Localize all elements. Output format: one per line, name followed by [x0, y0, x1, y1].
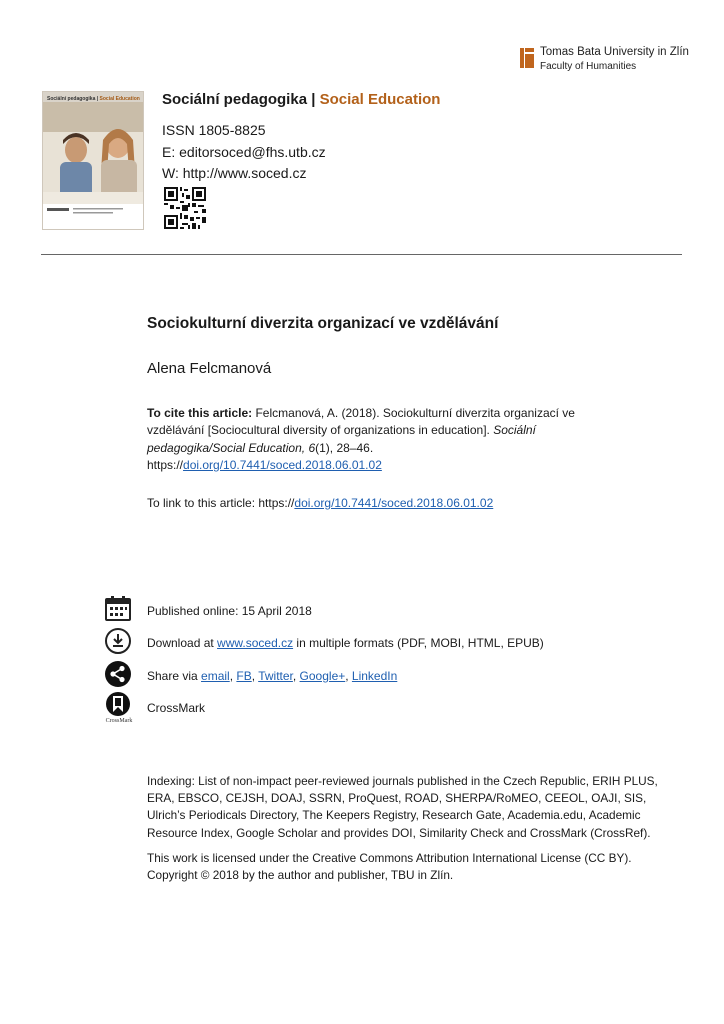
- share-link-googleplus[interactable]: Google+: [299, 669, 346, 683]
- indexing-paragraph: Indexing: List of non-impact peer-reviewed journals published in the Czech Republic, ERIH PLUS, ERA, EBSCO, CEJSH, DOAJ, SSRN, ProQuest, ROAD, SHERPA/RoMEO, CEEOL, OAJI, SIS, Ulrich’s Periodicals Directory, The Keepers Registry, Research Gate, Academia.edu, Academic Resource Index, Google Scholar and provides DOI, Similarity Check and CrossMark (CrossRef).: [147, 774, 658, 840]
- citation-label: To cite this article:: [147, 406, 253, 420]
- download-suffix: in multiple formats (PDF, MOBI, HTML, EPUB): [293, 636, 544, 650]
- share-prefix: Share via: [147, 669, 202, 683]
- download-prefix: Download at: [147, 636, 218, 650]
- journal-issn: ISSN 1805-8825: [162, 122, 266, 138]
- share-link-fb[interactable]: FB: [236, 669, 252, 683]
- article-author: Alena Felcmanová: [147, 360, 272, 377]
- crossmark-icon: [104, 690, 132, 718]
- university-name: Tomas Bata University in Zlín: [540, 46, 689, 58]
- download-icon: [104, 627, 132, 655]
- journal-name-separator: |: [307, 91, 320, 108]
- university-logo-icon: [520, 48, 534, 68]
- share-row: Share via email, FB, Twitter, Google+, LinkedIn: [147, 669, 398, 683]
- cover-title: Sociální pedagogika | Social Education: [47, 96, 140, 102]
- journal-name-en: Social Education: [319, 91, 441, 108]
- download-row: [147, 636, 544, 650]
- citation-block: [147, 405, 617, 474]
- journal-name: [162, 91, 440, 108]
- citation-doi-link[interactable]: doi.org/10.7441/soced.2018.06.01.02: [183, 457, 382, 472]
- article-doi-link[interactable]: doi.org/10.7441/soced.2018.06.01.02: [294, 496, 494, 510]
- citation-journal: Sociální pedagogika/Social Education, 6: [147, 423, 536, 455]
- faculty-name: Faculty of Humanities: [540, 61, 637, 72]
- article-link-label: To link to this article: https://: [147, 496, 295, 510]
- header-divider: [41, 254, 682, 255]
- calendar-icon: [104, 594, 132, 622]
- license-paragraph: This work is licensed under the Creative Commons Attribution International License (CC BY). Copyright © 2018 by the author and publisher, TBU in Zlín.: [147, 851, 632, 883]
- journal-email[interactable]: E: editorsoced@fhs.utb.cz: [162, 144, 326, 160]
- qr-code-icon: [164, 187, 206, 229]
- article-link-line: [147, 496, 493, 510]
- citation-issue: (1), 28–46.: [315, 440, 374, 455]
- citation-text: Felcmanová, A. (2018). Sociokulturní diverzita organizací ve vzdělávání [Sociocultural diversity of organizations in education].: [147, 406, 575, 438]
- share-link-email[interactable]: email: [201, 669, 230, 683]
- share-icon: [104, 660, 132, 688]
- journal-name-cz: Sociální pedagogika: [162, 91, 308, 108]
- published-date: Published online: 15 April 2018: [147, 604, 312, 618]
- download-link[interactable]: www.soced.cz: [217, 636, 294, 650]
- crossmark-link[interactable]: CrossMark: [147, 701, 206, 715]
- share-link-twitter[interactable]: Twitter: [258, 669, 293, 683]
- cover-photo: [43, 92, 143, 229]
- article-title: Sociokulturní diverzita organizací ve vzdělávání: [147, 315, 499, 332]
- journal-cover-image: [43, 92, 143, 229]
- share-link-linkedin[interactable]: LinkedIn: [351, 669, 398, 683]
- citation-doi-prefix: https://: [147, 457, 184, 472]
- crossmark-icon-label: CrossMark: [105, 718, 133, 724]
- journal-website[interactable]: W: http://www.soced.cz: [162, 165, 307, 181]
- university-logo: [520, 46, 695, 76]
